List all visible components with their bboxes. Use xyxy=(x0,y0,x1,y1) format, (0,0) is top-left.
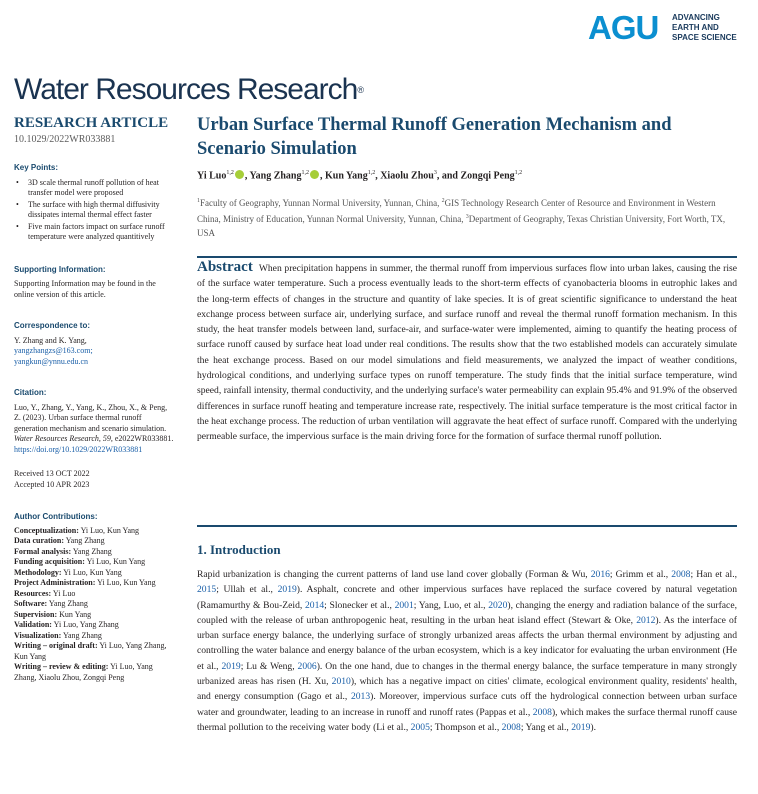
contribution-names: Yi Luo xyxy=(52,588,76,598)
citation-journal: Water Resources Research xyxy=(14,434,99,443)
key-points-heading: Key Points: xyxy=(14,163,59,172)
abstract-text: When precipitation happens in summer, the thermal runoff from impervious surfaces flow into urban lakes, causing the rise of the surface water temperature. Such a process eventually leads to the short-term effects of cyanobacteria blooms in eutrophic lakes and the long-term effects of changes in the structure and quantity of lake species. It is of great scientific significance to understand the heat exchange process between surface air, underlying surface, and surface runoff and reveal the thermal runoff formation mechanism. In this study, the heat transfer models between land, surface-air, and surface-water were implemented, aiming to quantify the heating process of surface runoff caused by surface heat load under real conditions. The results show that the two established models can accurately simulate the heat exchange process. Based on our model simulations and field measurements, we analyzed the impact of weather conditions, hydrological conditions, and underlying surface types on runoff temperature. The study finds that the initial surface temperature, wind speed, rainfall intensity, thermal conductivity, and the underlying surface's water permeability can explain 95.4% and 91.9% of the observed differences in surface runoff heating and temperature increase rate, respectively. The initial surface temperature is the most critical factor in the heat exchange process. The reduction of urban ventilation will aggravate the heat effect of surface runoff. Compared with the underlying permeable surface, the impervious surface is the main driving force for the formation of surface thermal runoff pollution. xyxy=(197,263,737,443)
contribution-item xyxy=(14,589,174,600)
supporting-info-heading: Supporting Information: xyxy=(14,264,106,274)
contribution-role: Data curation: xyxy=(14,536,64,545)
contribution-role: Supervision: xyxy=(14,609,58,619)
contribution-names: Yi Luo, Kun Yang xyxy=(80,525,140,535)
author-name: Zongqi Peng xyxy=(460,170,515,182)
contribution-names: Yi Luo, Kun Yang xyxy=(97,578,156,587)
affiliation-number: 3 xyxy=(465,214,469,220)
agu-tagline-line: SPACE SCIENCE xyxy=(672,33,737,42)
citation-link[interactable]: 2019 xyxy=(571,721,591,733)
author-name: Yang Zhang xyxy=(249,170,302,182)
citation-link[interactable]: 2020 xyxy=(488,599,508,611)
contribution-role: Software: xyxy=(14,599,48,608)
citation-text: Luo, Y., Zhang, Y., Yang, K., Zhou, X., & Peng, Z. (2023). Urban surface thermal runoff generation mechanism and scenario simulation. Water Resources Research, 59, e2022WR033881. https://doi.org/10.1029/2022WR033881 xyxy=(14,402,174,454)
citation-link[interactable]: 2016 xyxy=(590,569,610,580)
author-affiliation-number: 1,2 xyxy=(514,170,523,176)
contribution-names: Yang Zhang xyxy=(65,536,105,545)
affiliations xyxy=(197,194,737,240)
sidebar xyxy=(14,114,174,683)
citation-link[interactable]: 2012 xyxy=(636,614,656,626)
contribution-role: Validation: xyxy=(14,620,52,629)
author-affiliation-number: 1,2 xyxy=(226,170,234,176)
contribution-role: Project Administration: xyxy=(14,578,96,587)
correspondence-heading: Correspondence to: xyxy=(14,321,91,330)
contribution-role: Writing – original draft: xyxy=(14,641,98,650)
citation-link[interactable]: 2006 xyxy=(297,660,317,672)
introduction-text: Rapid urbanization is changing the current patterns of land use land cover globally (Forman & Wu, 2016; Grimm et al., 2008; Han et al., 2015; Ullah et al., 2019). Asphalt, concrete and other impervious surfaces have replaced the surface covered by natural vegetation (Ramamurthy & Bou-Zeid, 2014; Slonecker et al., 2001; Yang, Luo, et al., 2020), changing the energy and radiation balance of the surface, coupled with the release of urban anthropogenic heat, resulting in the urban heat island effect (Stewart & Oke, 2012). As the interface of urban surface energy balance, the underlying surface of strongly urbanized areas affects the urban thermal environment by adjusting and controlling the water balance and energy balance of the urban ecosystem, which is a key indicator for evaluating the urban environment (He et al., 2019; Lu & Weng, 2006). On the one hand, due to changes in the thermal energy balance, the surface temperature in many strongly urbanized areas has risen (H. Xu, 2010), which has a negative impact on cities' climate, ecological environment quality, residents' health, and energy consumption (Gago et al., 2013). Moreover, impervious surface cuts off the hydrological connection between urban surface water and groundwater, leading to an increase in runoff and runoff rates (Pappas et al., 2008), which makes the surface thermal runoff cause thermal pollution to the receiving water body (Li et al., 2005; Thompson et al., 2008; Yang et al., 2019). xyxy=(197,569,738,733)
citation-link[interactable]: 2015 xyxy=(197,584,217,596)
article-title: Urban Surface Thermal Runoff Generation Mechanism and Scenario Simulation xyxy=(197,115,672,159)
contribution-role: Writing – review & editing: xyxy=(14,662,109,671)
contribution-names: Yang Zhang xyxy=(48,599,88,608)
affiliation-number: 2 xyxy=(441,198,445,204)
key-point-item: • The surface with high thermal diffusivity dissipates internal thermal effect faster xyxy=(14,200,174,221)
received-date: Received 13 OCT 2022 xyxy=(14,469,90,478)
orcid-icon[interactable] xyxy=(310,170,319,179)
citation-link[interactable]: 2005 xyxy=(410,721,430,733)
citation-body: Luo, Y., Zhang, Y., Yang, K., Zhou, X., & Peng, Z. (2023). Urban surface thermal runoff generation mechanism and scenario simulation. xyxy=(14,402,168,433)
contribution-role: Conceptualization: xyxy=(14,525,79,535)
contribution-names: Yang Zhang xyxy=(72,546,112,556)
article-type: RESEARCH ARTICLE xyxy=(14,115,169,131)
contribution-item xyxy=(14,557,174,568)
contribution-role: Funding acquisition: xyxy=(14,557,85,566)
author-list: Yi Luo$^{1,2}$ , Yang Zhang$^{1,2}$ , Kun Yang$^{1,2}$, Xiaolu Zhou$^3$, and Zongqi Peng$^{1,2}$ xyxy=(197,170,523,182)
citation-volume: 59 xyxy=(102,434,111,443)
contribution-item xyxy=(14,620,174,631)
citation-link[interactable]: 2019 xyxy=(221,660,241,672)
author-contributions-heading: Author Contributions: xyxy=(14,512,98,521)
correspondence-email-link[interactable]: yangkun@ynnu.edu.cn xyxy=(14,356,89,366)
author-contributions-list xyxy=(14,526,174,684)
contribution-item xyxy=(14,526,174,537)
affiliation-text: GIS Technology Research Center of Resource and Environment in Western China, Ministry of Education, Yunnan Normal University, Yunnan, China, xyxy=(197,198,716,224)
author-name: Kun Yang xyxy=(324,170,368,182)
author-affiliation-number: 3 xyxy=(433,170,437,176)
key-point-item: • Five main factors impact on surface runoff temperature were analyzed quantitively xyxy=(14,222,174,243)
contribution-role: Methodology: xyxy=(14,567,62,577)
contribution-names: Kun Yang xyxy=(59,609,92,619)
agu-tagline-line: ADVANCING xyxy=(672,13,720,22)
contribution-item xyxy=(14,599,174,610)
contribution-item xyxy=(14,662,174,683)
citation-link[interactable]: 2001 xyxy=(394,599,414,611)
citation-article-number: , e2022WR033881. xyxy=(110,434,174,443)
citation-doi-link[interactable]: https://doi.org/10.1029/2022WR033881 xyxy=(14,444,143,454)
citation-link[interactable]: 2019 xyxy=(277,584,297,596)
supporting-info-text: Supporting Information may be found in the online version of this article. xyxy=(14,279,156,299)
contribution-item xyxy=(14,578,174,589)
citation-link[interactable]: 2008 xyxy=(501,721,521,733)
journal-name: Water Resources Research xyxy=(14,73,358,106)
contribution-names: Yang Zhang xyxy=(62,630,102,640)
citation-link[interactable]: 2010 xyxy=(331,676,351,688)
author-affiliation-number: 1,2 xyxy=(367,170,376,176)
section-divider xyxy=(197,256,737,258)
section-divider xyxy=(197,525,737,527)
citation-link[interactable]: 2013 xyxy=(350,691,371,703)
abstract-heading: Abstract xyxy=(197,259,253,275)
agu-logo xyxy=(588,10,748,46)
agu-tagline xyxy=(672,13,752,43)
citation-link[interactable]: 2008 xyxy=(671,569,691,580)
correspondence-email-link[interactable]: yangzhangzs@163.com; xyxy=(14,346,93,355)
contribution-item xyxy=(14,568,174,579)
author-name: Yi Luo xyxy=(197,170,227,182)
registered-mark: ® xyxy=(357,85,364,95)
agu-tagline-line: EARTH AND xyxy=(672,23,719,32)
affiliation-number: 1 xyxy=(197,198,200,204)
contribution-names: Yi Luo, Kun Yang xyxy=(63,567,122,577)
key-points-list xyxy=(14,178,174,243)
contribution-names: Yi Luo, Yang Zhang, Kun Yang xyxy=(14,641,167,661)
contribution-item xyxy=(14,536,174,547)
citation-link[interactable]: 2014 xyxy=(304,599,325,611)
affiliation-text: Department of Geography, Texas Christian University, Fort Worth, TX, USA xyxy=(197,214,726,238)
accepted-date: Accepted 10 APR 2023 xyxy=(14,479,90,489)
agu-logo-mark: AGU xyxy=(588,9,659,46)
journal-title xyxy=(14,72,364,108)
contribution-role: Formal analysis: xyxy=(14,546,72,556)
orcid-icon[interactable] xyxy=(235,170,244,179)
author-affiliation-number: 1,2 xyxy=(301,170,309,176)
contribution-names: Yi Luo, Yang Zhang, Xiaolu Zhou, Zongqi Peng xyxy=(14,662,153,682)
introduction-heading: 1. Introduction xyxy=(197,542,281,557)
citation-heading: Citation: xyxy=(14,388,47,397)
affiliation-text: Faculty of Geography, Yunnan Normal University, Yunnan, China, xyxy=(200,198,442,208)
contribution-item xyxy=(14,641,174,662)
contribution-names: Yi Luo, Yang Zhang xyxy=(53,620,119,629)
correspondence-names: Y. Zhang and K. Yang, xyxy=(14,335,87,345)
contribution-item xyxy=(14,547,174,558)
contribution-item xyxy=(14,631,174,642)
citation-link[interactable]: 2008 xyxy=(532,706,552,718)
key-point-item: • 3D scale thermal runoff pollution of heat transfer model were proposed xyxy=(14,178,174,199)
contribution-role: Visualization: xyxy=(14,630,62,640)
abstract xyxy=(197,260,737,445)
contribution-names: Yi Luo, Kun Yang xyxy=(86,557,146,566)
contribution-item xyxy=(14,610,174,621)
contribution-role: Resources: xyxy=(14,588,52,598)
author-name: Xiaolu Zhou xyxy=(380,170,434,182)
article-doi[interactable]: 10.1029/2022WR033881 xyxy=(14,134,116,145)
